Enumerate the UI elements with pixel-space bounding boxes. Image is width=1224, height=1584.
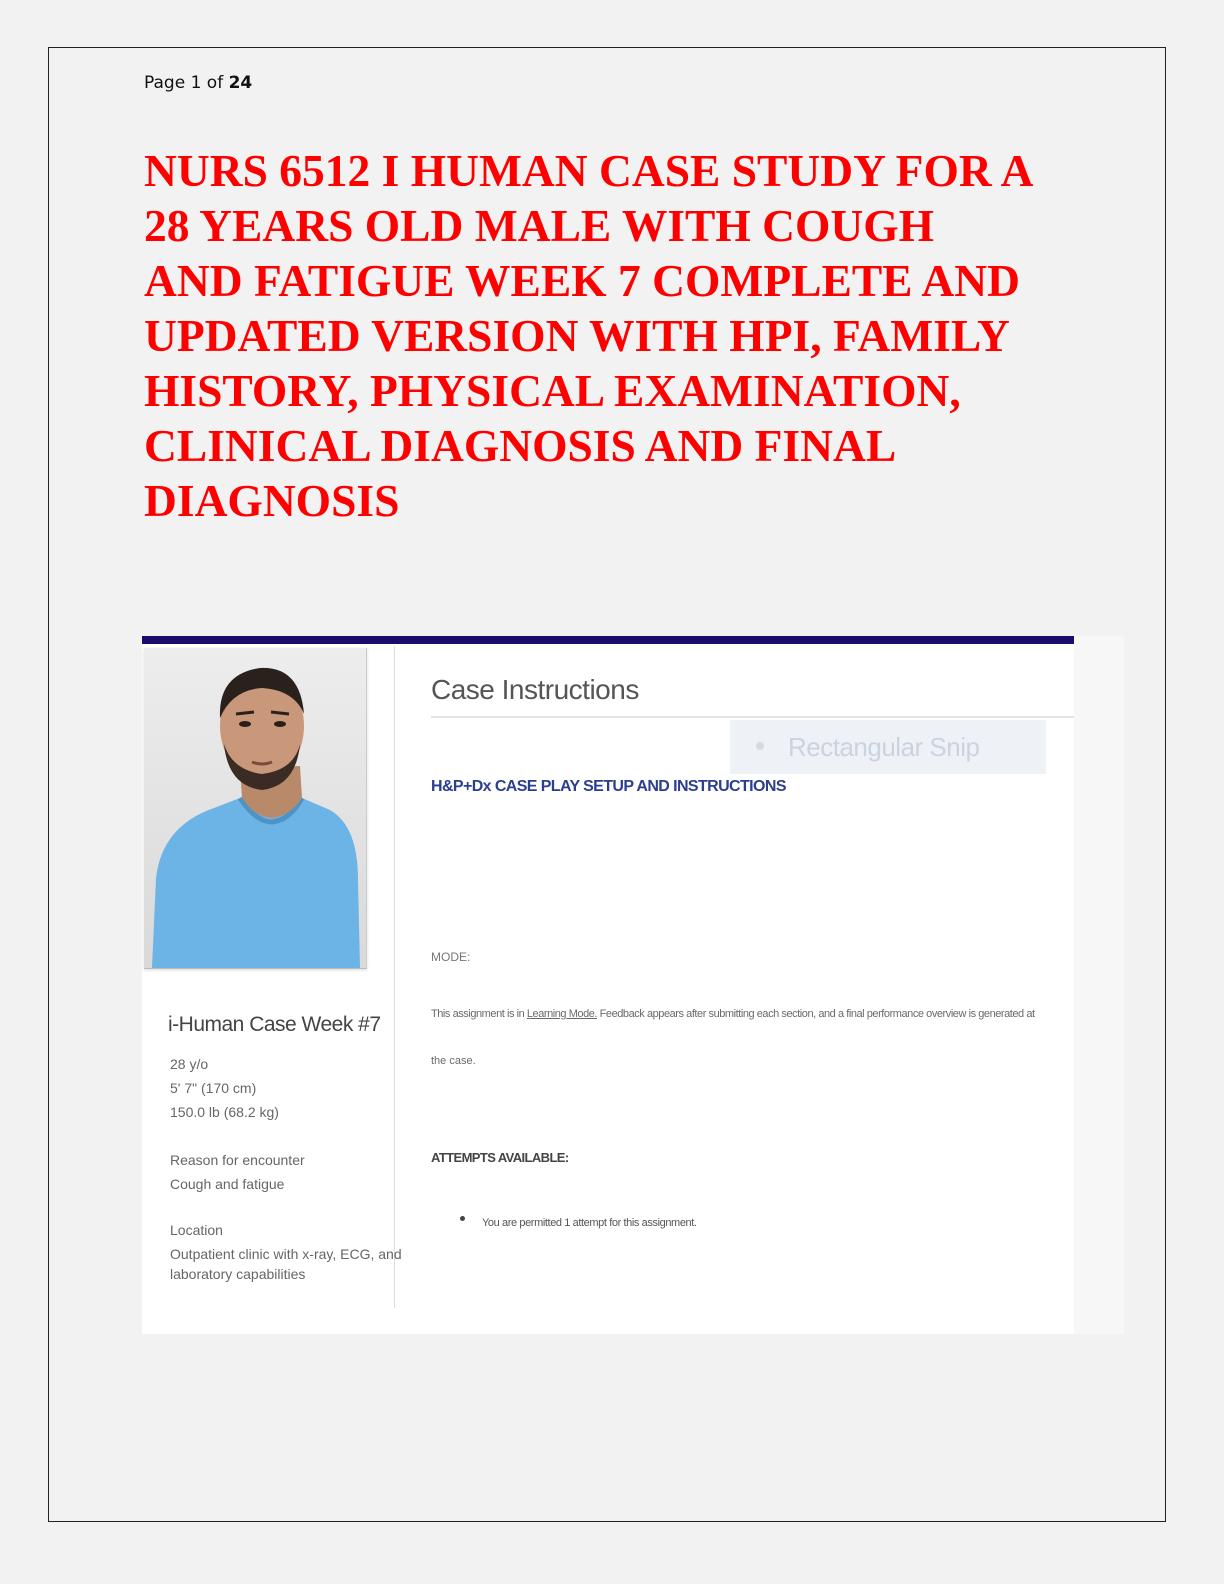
case-name: i-Human Case Week #7 [168,1013,381,1036]
embedded-screenshot [142,636,1124,1334]
title-line: NURS 6512 I HUMAN CASE STUDY FOR A [144,145,1034,196]
mode-description-end: the case. [431,1055,476,1067]
reason-value: Cough and fatigue [170,1176,285,1192]
title-divider [431,716,1074,718]
setup-heading: H&P+Dx CASE PLAY SETUP AND INSTRUCTIONS [431,778,786,795]
location-value-line-2: laboratory capabilities [170,1266,306,1282]
mode-body: Feedback appears after submitting each section, and a final performance overview is generated at [599,1008,1035,1020]
bullet-icon [460,1216,465,1221]
reason-label: Reason for encounter [170,1152,305,1168]
page-of: of [206,73,224,93]
page-current: 1 [190,73,202,93]
title-line: AND FATIGUE WEEK 7 COMPLETE AND [144,255,1020,306]
mode-label: MODE: [431,950,471,964]
learning-mode-link[interactable]: Learning Mode. [526,1008,598,1020]
rectangular-snip-overlay [730,720,1046,774]
mode-description [431,1008,1035,1020]
title-line: DIAGNOSIS [144,475,400,526]
snip-label: Rectangular Snip [788,732,980,762]
page-number [144,73,252,93]
attempts-label: ATTEMPTS AVAILABLE: [431,1150,569,1165]
location-label: Location [170,1222,223,1238]
page-label: Page [144,73,186,93]
mode-prefix: This assignment is in [431,1008,525,1020]
attempt-item: You are permitted 1 attempt for this assignment. [482,1217,697,1229]
sidebar-divider [394,646,395,1308]
title-line: UPDATED VERSION WITH HPI, FAMILY [144,310,1010,361]
page-total: 24 [228,73,253,93]
patient-age: 28 y/o [170,1056,209,1072]
instructions-title: Case Instructions [431,674,639,705]
title-line: CLINICAL DIAGNOSIS AND FINAL [144,420,897,471]
patient-avatar [144,648,367,969]
screenshot-edge [1074,636,1124,1334]
screenshot-top-bar [142,636,1074,644]
document-title [144,143,1104,528]
patient-weight: 150.0 lb (68.2 kg) [170,1104,279,1120]
patient-avatar-icon [144,648,366,968]
title-line: 28 YEARS OLD MALE WITH COUGH [144,200,935,251]
title-line: HISTORY, PHYSICAL EXAMINATION, [144,365,961,416]
location-value: Outpatient clinic with x-ray, ECG, and [170,1246,402,1262]
snip-icon [756,742,764,750]
patient-height: 5' 7" (170 cm) [170,1080,257,1096]
